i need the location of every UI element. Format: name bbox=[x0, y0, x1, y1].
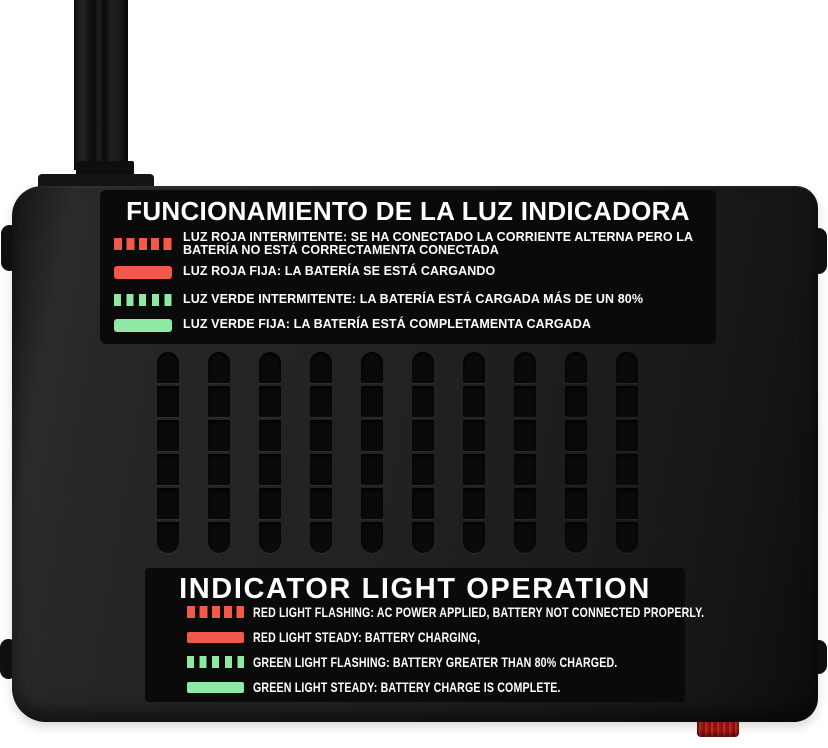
vent-slot bbox=[514, 488, 536, 519]
english-instruction-label bbox=[145, 568, 705, 702]
legend-text: RED LIGHT FLASHING: AC POWER APPLIED, BATTERY NOT CONNECTED PROPERLY. bbox=[253, 604, 705, 620]
vent-slot bbox=[157, 522, 179, 553]
vent-slot bbox=[565, 522, 587, 553]
vent-slot bbox=[259, 522, 281, 553]
vent-slot bbox=[616, 454, 638, 485]
vent-slot bbox=[565, 454, 587, 485]
vent-slot bbox=[616, 488, 638, 519]
legend-row bbox=[187, 654, 679, 670]
legend-text: LUZ ROJA INTERMITENTE: SE HA CONECTADO LA CORRIENTE ALTERNA PERO LA BATERÍA NO ESTÁ CORRECTAMENTA CONECTADA bbox=[183, 229, 694, 257]
vent-slot bbox=[259, 454, 281, 485]
power-cable bbox=[74, 0, 128, 170]
vent-column bbox=[361, 352, 383, 553]
vent-slot bbox=[463, 386, 485, 417]
vent-slot bbox=[310, 420, 332, 451]
vent-slot bbox=[361, 488, 383, 519]
vent-slot bbox=[514, 386, 536, 417]
vent-slot bbox=[412, 420, 434, 451]
vent-slot bbox=[361, 420, 383, 451]
vent-slot bbox=[463, 488, 485, 519]
english-label-title: INDICATOR LIGHT OPERATION bbox=[179, 573, 651, 605]
vent-slot bbox=[310, 454, 332, 485]
green-steady-light-swatch bbox=[114, 319, 172, 332]
vent-column bbox=[463, 352, 485, 553]
vent-slot bbox=[565, 352, 587, 383]
legend-row bbox=[187, 629, 679, 645]
vent-slot bbox=[157, 420, 179, 451]
vent-column bbox=[310, 352, 332, 553]
vent-slot bbox=[463, 522, 485, 553]
spanish-instruction-label bbox=[100, 190, 716, 344]
vent-slot bbox=[157, 386, 179, 417]
legend-text: LUZ ROJA FIJA: LA BATERÍA SE ESTÁ CARGANDO bbox=[183, 264, 496, 279]
vent-slot bbox=[208, 386, 230, 417]
spanish-label-title: FUNCIONAMIENTO DE LA LUZ INDICADORA bbox=[126, 196, 690, 226]
vent-slot bbox=[616, 522, 638, 553]
vent-slot bbox=[463, 420, 485, 451]
green-flashing-light-swatch bbox=[114, 294, 172, 306]
vent-slot bbox=[259, 352, 281, 383]
legend-text: GREEN LIGHT STEADY: BATTERY CHARGE IS COMPLETE. bbox=[253, 679, 561, 695]
red-steady-light-swatch bbox=[114, 266, 172, 279]
legend-row bbox=[114, 317, 706, 333]
vent-slot bbox=[463, 454, 485, 485]
vent-column bbox=[259, 352, 281, 553]
vent-column bbox=[157, 352, 179, 553]
legend-row bbox=[187, 679, 679, 695]
green-flashing-light-swatch bbox=[187, 656, 244, 668]
legend-row bbox=[114, 230, 706, 258]
vent-slot bbox=[361, 522, 383, 553]
vent-slot bbox=[157, 352, 179, 383]
vent-slot bbox=[412, 386, 434, 417]
legend-text: LUZ VERDE INTERMITENTE: LA BATERÍA ESTÁ CARGADA MÁS DE UN 80% bbox=[183, 292, 644, 307]
vent-grid bbox=[157, 352, 638, 553]
vent-slot bbox=[310, 488, 332, 519]
vent-slot bbox=[616, 386, 638, 417]
vent-slot bbox=[565, 386, 587, 417]
vent-slot bbox=[616, 352, 638, 383]
vent-slot bbox=[157, 454, 179, 485]
vent-column bbox=[565, 352, 587, 553]
legend-row bbox=[114, 264, 706, 280]
vent-slot bbox=[616, 420, 638, 451]
vent-slot bbox=[361, 454, 383, 485]
vent-slot bbox=[412, 454, 434, 485]
vent-slot bbox=[412, 488, 434, 519]
vent-slot bbox=[208, 454, 230, 485]
green-steady-light-swatch bbox=[187, 682, 244, 693]
vent-slot bbox=[514, 454, 536, 485]
vent-slot bbox=[259, 386, 281, 417]
vent-slot bbox=[412, 352, 434, 383]
legend-text: LUZ VERDE FIJA: LA BATERÍA ESTÁ COMPLETAMENTA CARGADA bbox=[183, 317, 592, 332]
vent-slot bbox=[208, 420, 230, 451]
vent-slot bbox=[514, 352, 536, 383]
vent-slot bbox=[310, 522, 332, 553]
legend-text: RED LIGHT STEADY: BATTERY CHARGING, bbox=[253, 629, 481, 645]
vent-slot bbox=[259, 488, 281, 519]
vent-slot bbox=[310, 352, 332, 383]
legend-text: GREEN LIGHT FLASHING: BATTERY GREATER THAN 80% CHARGED. bbox=[253, 654, 618, 670]
vent-column bbox=[208, 352, 230, 553]
vent-column bbox=[514, 352, 536, 553]
vent-slot bbox=[208, 352, 230, 383]
vent-column bbox=[412, 352, 434, 553]
vent-slot bbox=[463, 352, 485, 383]
vent-slot bbox=[310, 386, 332, 417]
vent-slot bbox=[157, 488, 179, 519]
vent-slot bbox=[361, 352, 383, 383]
legend-row bbox=[114, 292, 706, 308]
vent-slot bbox=[361, 386, 383, 417]
legend-row bbox=[187, 604, 705, 620]
vent-slot bbox=[565, 420, 587, 451]
vent-slot bbox=[208, 522, 230, 553]
vent-column bbox=[616, 352, 638, 553]
vent-slot bbox=[412, 522, 434, 553]
red-flashing-light-swatch bbox=[187, 606, 244, 618]
vent-slot bbox=[208, 488, 230, 519]
red-flashing-light-swatch bbox=[114, 238, 172, 250]
vent-slot bbox=[514, 522, 536, 553]
vent-slot bbox=[565, 488, 587, 519]
vent-slot bbox=[259, 420, 281, 451]
vent-slot bbox=[514, 420, 536, 451]
red-steady-light-swatch bbox=[187, 632, 244, 643]
